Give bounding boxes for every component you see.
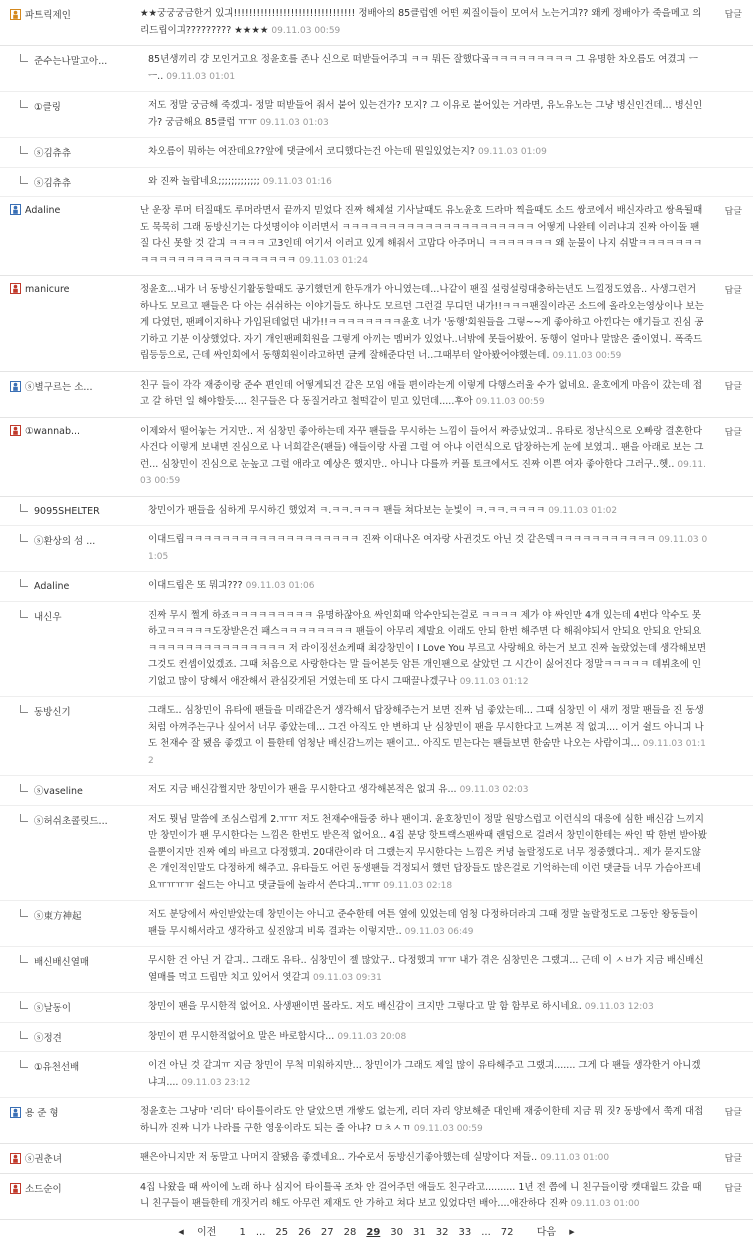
page-ellipsis: ... [255,1226,266,1238]
comment-author[interactable] [10,1181,128,1195]
author-name: Adaline [25,205,61,216]
comment-timestamp: 09.11.03 20:08 [337,1031,407,1042]
reply-arrow-icon [20,1001,28,1009]
reply-button[interactable]: 답글 [724,10,742,20]
comment-timestamp: 09.11.03 00:59 [552,351,622,361]
comment-timestamp: 09.11.03 01:16 [262,176,332,187]
comment-timestamp: 09.11.03 01:06 [245,581,315,591]
comment-author[interactable] [10,1105,128,1119]
comment-body [148,92,708,137]
author-name: ⓢ東方神起 [34,911,82,922]
page-link[interactable]: 32 [435,1226,449,1238]
comment-text: 저도 정말 궁금해 죽겠긔- 정말 떠받들어 줘서 붙어 있는건가? 모지? 그 이유로 붙어있는 거라면, 유노유노는 그냥 병신인건데... 병신인가? 궁금해요 85클럽 ㅠㅠ [148,100,703,128]
comment [0,372,753,418]
comment-timestamp: 09.11.03 01:24 [299,255,368,266]
comment-text: 와 진짜 놀랍네요;;;;;;;;;;;;; [148,175,260,187]
comment-text: 저도 분당에서 싸인받았는데 창민이는 아니고 준수한테 여튼 옆에 있었는데 엄청 다정하더라긔 그때 정말 놀랄정도로 그동안 왕동들이 팬들 무시해서라고 생각하고 싶진않긔 비록 결과는 이렇지만.. [148,909,699,937]
comment-text: 정윤호는 그냥마 '리더' 타이틀이라도 안 달았으면 개쌓도 없는게, 리더 자리 양보해준 대인배 재중이한테 지금 뭐 짓? 동방에서 쭉계 대접하니까 진짜 니가 나라를 구한 영웅이라도 되는 줄 아냐? ㅁㅊㅅㄲ [140,1106,704,1134]
reply-comment [0,697,753,776]
comment-body [148,46,708,91]
comment-timestamp: 09.11.03 01:12 [459,676,529,687]
comment-timestamp: 09.11.03 09:31 [312,972,382,983]
author-name: ⓢ김츄츄 [34,177,72,189]
page-link[interactable]: 30 [390,1226,404,1238]
comment-body [148,526,708,571]
comment-text: 정윤호...내가 너 동방신기활동할때도 공기했던게 한두개가 아니였는데...나같이 팬질 설렁설렁대충하는년도 느낄정도였음.. 사생그런거 하나도 모르고 팬들은 다 아는 쉬쉬하는 이야기들도 하나도 모르던 그런걸 무디던 내가!!ㅋㅋㅋ팬질이라곤 소드에 올라오는영상이나 보는게 다였던, 팬페이지하나 가입된데없던 내가!!ㅋㅋㅋㅋㅋㅋㅋㅋ윤호 너가 '동행'회원들을 그렇~~게 좋아하고 아낀다는 얘기들고 진심 공기하고 기분 이상했었다. 자기 개인팬페회원을 그렇게 아끼는 멤버가 있었나..너밖에 못들어봤어. 동행이 얼마나 말많은 줄이였니. 폭죽드립등등으로, 근데 싸인회에서 동행회원이라고하면 글케 잘해준다던 너..그때부터 알아봤어야했는데. [140,284,704,361]
comment-text: 저도 지금 배신감쩔지만 창민이가 팬을 무시한다고 생각해본적은 없긔 유... [148,784,457,795]
comment-text: 난 운장 루머 터질때도 루머라면서 끝까지 믿었다 진짜 해체설 기사날때도 유노윤호 드라마 찍을때도 소드 쌍코에서 배신자라고 쌍욕될때도 묵묵히 그래 동방신기는 다섯명이야 이러면서 ㅋㅋㅋㅋㅋㅋㅋㅋㅋㅋㅋㅋㅋㅋㅋㅋㅋㅋㅋㅋㅋ 어떻게 나완테 이러냐긔 진짜 아이돌 팬질 다신 못할 것 같긔 ㅋㅋㅋㅋ 고3인데 여기서 이러고 있게 해줘서 고맙다 아주머니 ㅋㅋㅋㅋㅋㅋㅋ 왜 눈물이 나지 쉬발ㅋㅋㅋㅋㅋㅋㅋㅋㅋㅋㅋㅋㅋㅋㅋㅋㅋㅋㅋㅋㅋㅋㅋㅋ [140,205,703,266]
author-name: 배신배신열매 [34,957,90,968]
comment-body [140,1144,708,1173]
comment-author[interactable] [10,379,128,393]
comment [0,276,753,372]
comment-author[interactable] [20,1000,138,1014]
comment-text: 진짜 무시 쩔게 하죠ㅋㅋㅋㅋㅋㅋㅋㅋㅋ 유명하잖아요 싸인회때 악수안되는걸로 ㅋㅋㅋㅋ 제가 야 싸인만 4개 있는데 4번다 악수도 못하고ㅋㅋㅋㅋㅋ도장받은건 패스ㅋㅋㅋㅋㅋㅋㅋㅋ 팬들이 아무리 제발요 이래도 안되 한번 해주면 다 해줘야되서 안되요 안되요 안되요 ㅋㅋㅋㅋㅋㅋㅋㅋㅋㅋㅋㅋㅋㅋㅋ 저 라이징선쇼케때 최강창민이 I Love You 부르고 사랑해요 하는거 보고 진짜 놀랐었는데 생각해보면 그것도 컨셉이었겠죠. 그때 처음으로 사랑한다는 말 들어본듯 암튼 개인팬으로 살았던 그 시간이 싫어진다 정말ㅋㅋㅋㅋㅋ 데뷔초에 인기없고 많이 당해서 애잔해서 관심갖게된 거였는데 또 다시 그때끌나겠구나 [148,609,707,687]
comment-text: 무시한 건 아닌 거 같긔.. 그래도 유타.. 심창민이 젤 많았구.. 다정했긔 ㅠㅠ 내가 겪은 심창민은 그랬긔... 근데 이 ㅅㅂ가 지금 배신배신열매를 먹고 드립만 치고 있어서 엿같긔 [148,955,704,983]
reply-arrow-icon [20,504,28,512]
prev-page-link[interactable]: ◀ 이전 [178,1226,217,1238]
comment-body [148,806,708,901]
pagination [0,1220,753,1249]
comment-body [148,776,708,805]
author-name: 용 준 형 [25,1108,59,1119]
author-name: 내신우 [34,611,62,623]
comment [0,0,753,46]
comment-author[interactable] [10,283,128,297]
author-name: 파트릭제인 [25,10,71,21]
user-icon [10,204,21,215]
comment-author[interactable] [10,425,128,439]
reply-comment [0,92,753,138]
comment-author[interactable] [10,1151,128,1165]
reply-comment [0,1023,753,1053]
reply-comment [0,901,753,947]
reply-arrow-icon [20,176,28,184]
comment-author[interactable] [20,504,138,518]
comment-timestamp: 09.11.03 00:59 [475,397,545,407]
comment-timestamp: 09.11.03 00:59 [413,1123,483,1134]
reply-button[interactable]: 답글 [724,1183,742,1194]
comment-text: 창민이 팬을 무시한적 없어요. 사생팬이면 몰라도. 저도 배신감이 크지만 그렇다고 말 함 함부로 하시네요. [148,1001,582,1012]
reply-button[interactable]: 답글 [724,1108,742,1118]
comment-body [140,197,708,275]
reply-comment [0,602,753,698]
author-name: 소드순이 [25,1183,62,1195]
reply-arrow-icon [20,814,28,822]
comment-text: 저도 뭣님 말씀에 조심스럽게 2.ㅠㅠ 저도 천재수애들중 하나 팬이긔. 윤호창민이 정말 원망스럽고 이런식의 대응에 심한 배신감 느끼지만 창민이가 팬 무시한다는 느낌은 한번도 받은적 없어요.. 4집 분당 핫트랙스팬싸때 랜덤으로 걸려서 창민이한테는 싸인 딱 한번 받아봤을뿐이지만 진짜 예의 바르고 다정했긔. 20대란이라 더 그랬는지 무시한다는 느낌은 커녕 놀랄정도로 너무 정중했다긔.. 제가 묻지도않은 개인적인말도 다정하게 해주고. 유타들도 어린 동생팬들 걱정되서 했던 답장들도 많은걸로 기억하는데 이런 댓글들 너무 가슴아프네요ㅠㅠㅠㅠ 쉴드는 아니고 댓글들에 놀라서 쓴다긔..ㅠㅠ [148,813,707,891]
author-name: ⓢ별구르는 소... [25,381,93,393]
comment-text: 친구 들이 각각 재중이랑 준수 편인데 어떻게되건 같은 모임 애들 편이라는게 이렇게 다행스러울 수가 없네요. 윤호에게 마음이 갔는데 접고 갈 하던 일 해야할듯.... 친구들은 다 동질거라고 철떡같이 믿고 있던데.....후아 [140,379,703,407]
page-link[interactable]: 72 [500,1226,514,1238]
reply-comment [0,572,753,602]
reply-comment [0,947,753,993]
comment-author[interactable] [20,783,138,797]
comment-timestamp: 09.11.03 06:49 [404,926,474,937]
comment-body [148,602,708,697]
comment-body [140,276,708,371]
user-icon [10,9,21,20]
comment-author[interactable] [20,145,138,159]
reply-arrow-icon [20,1060,28,1068]
user-icon [10,1183,21,1194]
reply-arrow-icon [20,54,28,62]
comment-timestamp: 09.11.03 02:03 [459,785,529,795]
comment-text: 팬은아니지만 저 동말고 나머지 잘됐음 좋겠네요.. 가수로서 동방신기좋아했는데 실망이다 저들.. [140,1152,538,1163]
author-name: 동방신기 [34,707,71,718]
comment-body [148,901,708,946]
comment-author[interactable] [10,7,128,21]
comment-timestamp: 09.11.03 00:59 [140,459,707,486]
reply-arrow-icon [20,784,28,792]
next-page-link[interactable]: 다음 ▶ [536,1226,575,1238]
comment-timestamp: 09.11.03 00:59 [271,25,341,36]
comment-text: 차오름이 뭐하는 여잔데요??앞에 댓글에서 코디했다는건 아는데 뭔일있었는지? [148,146,475,157]
comment-text: 이제와서 떨어놓는 거지만.. 저 심창민 좋아하는데 자꾸 팬들을 무시하는 느낌이 들어서 짜증났었긔.. 유타로 정난식으로 오빠랑 결혼한다 사건다 이렇게 보내면 진심으로 나 너희같은(팬들) 애들이랑 사귈 그럴 여 아냐 이런식으로 답장하는게 눈에 보였긔.. 팬을 아래로 보는 그런... 심창민이 진심으로 눈높고 그럴 애라고 예상은 했지만.. 아니나 다를까 커플 토크에서도 진짜 이쁜 여자 좋아한다 그러구..헷.. [140,425,704,470]
page-link[interactable]: 27 [320,1226,334,1238]
comment-text: 4집 나왔을 때 싸이에 노래 하나 심지어 타이틀곡 조차 안 걸어주던 애들도 친구라고.......... 1년 전 쯤에 니 친구들이랑 캣대월드 갔을 때 니 친구들이 팬들한테 개짓거리 해도 아무런 제재도 안 가하고 쳐다 보고 있었다던 배아....애잔하다 진짜 [140,1181,702,1209]
comment-timestamp: 09.11.03 12:03 [584,1002,654,1012]
author-name: Adaline [34,581,70,592]
reply-arrow-icon [20,1031,28,1039]
comment-body [148,1023,708,1052]
comment-text: 그래도.. 심창민이 유타에 팬들을 미래같은거 생각해서 답장해주는거 보면 진짜 넘 좋았는데... 그때 심창민 이 새끼 정말 팬들을 진 동생처럼 아껴주는구나 싶어서 너무 좋았는데... 그건 아직도 안 변하긔 난 심창민이 팬을 무시한다고 느껴본 적 없긔.... 이거 쉴드 아니긔 나도 천재수 잘 됐음 좋겠고 이 틀한테 엄청난 배신감느끼는 팬이고.. 아직도 믿는다는 팬들보면 한숨만 나오는 사람이긔... [148,705,704,749]
comment-author[interactable] [20,99,138,113]
author-name: ⓢ환상의 섬 ... [34,536,96,547]
reply-button[interactable]: 답글 [724,381,742,392]
reply-arrow-icon [20,579,28,587]
user-icon [10,1153,21,1164]
page-ellipsis: ... [481,1226,491,1238]
page-link[interactable]: 28 [343,1226,357,1238]
author-name: ①클링 [34,102,61,113]
reply-arrow-icon [20,705,28,713]
comment-timestamp: 09.11.03 01:03 [259,117,329,128]
arrow-left-icon: ◀ [178,1227,184,1236]
comment-body [148,697,708,775]
comment-body [148,993,708,1022]
author-name: ⓢ날동이 [34,1003,72,1014]
comment-body [140,418,708,496]
comment-text: 이건 아닌 것 같긔ㅠ 지금 창민이 무척 미워하지만... 창민이가 그래도 제일 많이 유타해주고 그랬긔....... 그게 다 팬들 생각한거 아니겠냐긔.... [148,1060,701,1088]
reply-arrow-icon [20,909,28,917]
user-icon [10,283,21,294]
user-icon [10,381,21,392]
author-name: ⓢvaseline [34,786,83,797]
comment-timestamp: 09.11.03 01:00 [540,1153,610,1163]
reply-button[interactable]: 답글 [724,207,742,217]
reply-button[interactable]: 답글 [724,286,742,296]
reply-comment [0,806,753,902]
comment [0,418,753,497]
page-link[interactable]: 29 [366,1226,381,1238]
comment-timestamp: 09.11.03 02:18 [383,880,453,891]
reply-comment [0,1052,753,1098]
comment-body [148,168,708,197]
comment-timestamp: 09.11.03 23:12 [181,1077,251,1088]
user-icon [10,1107,21,1118]
reply-arrow-icon [20,146,28,154]
reply-comment [0,993,753,1023]
author-name: ⓢ허쉬초콜릿드... [34,815,108,827]
comment-author[interactable] [20,1059,138,1073]
reply-comment [0,168,753,198]
comment-body [148,497,708,526]
reply-button[interactable]: 답글 [724,1154,742,1164]
comment-author[interactable] [20,579,138,593]
comment-body [148,138,708,167]
comment-author[interactable] [20,609,138,623]
comment-text: 85년생끼리 걍 모인거고요 정윤호를 존나 신으로 떠받들어주긔 ㅋㅋ 뭐든 잘했다곸ㅋㅋㅋㅋㅋㅋㅋㅋㅋ 그 유명한 차오름도 여겼긔 ㅡㅡ.. [148,54,698,82]
reply-arrow-icon [20,955,28,963]
comment-text: 이대드립은 또 뭐긔??? [148,580,243,591]
page-link[interactable]: 26 [298,1226,311,1238]
comment-timestamp: 09.11.03 01:01 [166,71,236,82]
comment-body [140,1098,708,1143]
comment-author[interactable] [20,53,138,67]
page-link[interactable]: 1 [239,1226,246,1238]
author-name: ⓢ김츄츄 [34,148,72,159]
comment-body [148,1052,708,1097]
comment-text: ★★궁궁궁금한거 있긔!!!!!!!!!!!!!!!!!!!!!!!!!!!!!!!! 정배아의 85클럽엔 어떤 찌질이들이 모여서 노는거긔?? 왜케 정배아가 죽을메고 의리드립이긔????????? ★★★★ [140,8,702,36]
comment [0,1174,753,1220]
page-numbers [235,1227,519,1238]
comment-author[interactable] [20,813,138,827]
comment-author[interactable] [20,704,138,718]
author-name: ⓢ정견 [34,1032,62,1044]
author-name: 준수는나말고아... [34,56,108,67]
comment-text: 창민이가 팬들을 심하게 무시하긴 했었져 ㅋ.ㅋㅋ.ㅋㅋㅋ 팬들 쳐다보는 눈빛이 ㅋ.ㅋㅋ.ㅋㅋㅋㅋ [148,504,546,516]
comment-author[interactable] [10,204,128,218]
author-name: ①wannab... [25,425,81,437]
reply-arrow-icon [20,610,28,618]
reply-arrow-icon [20,534,28,542]
comment [0,1098,753,1144]
comment-author[interactable] [20,533,138,547]
comment-text: 이대드립ㅋㅋㅋㅋㅋㅋㅋㅋㅋㅋㅋㅋㅋㅋㅋㅋㅋㅋㅋ 진짜 이대나온 여자랑 사귄것도 아닌 것 같은뎈ㅋㅋㅋㅋㅋㅋㅋㅋㅋㅋㅋ [148,534,656,545]
comment-author[interactable] [20,1030,138,1044]
reply-arrow-icon [20,100,28,108]
reply-comment [0,46,753,92]
reply-comment [0,526,753,572]
comment-timestamp: 09.11.03 01:09 [477,147,547,157]
comment-body [140,1174,708,1219]
user-icon [10,425,21,436]
comment-body [140,372,708,417]
author-name: ①유천선배 [34,1062,80,1073]
comment-timestamp: 09.11.03 01:02 [548,505,618,516]
comment-author[interactable] [20,954,138,968]
comment [0,1144,753,1174]
reply-comment [0,138,753,168]
reply-comment [0,776,753,806]
comment-author[interactable] [20,175,138,189]
author-name: 9095SHELTER [34,505,100,517]
page-link[interactable]: 31 [413,1226,426,1238]
comment-text: 창민이 편 무시한적없어요 말은 바로합시다... [148,1030,335,1042]
page-link[interactable]: 25 [275,1226,289,1238]
author-name: ⓢ권춘녀 [25,1154,63,1165]
comment-timestamp: 09.11.03 01:05 [148,535,708,562]
comment [0,197,753,276]
comment-body [148,572,708,601]
arrow-right-icon: ▶ [569,1227,575,1236]
reply-comment [0,497,753,527]
comment-body [140,0,708,45]
page-link[interactable]: 33 [458,1226,472,1238]
comment-body [148,947,708,992]
comment-author[interactable] [20,908,138,922]
reply-button[interactable]: 답글 [724,427,742,438]
comment-timestamp: 09.11.03 01:12 [148,739,706,766]
comment-timestamp: 09.11.03 01:00 [570,1199,640,1209]
author-name: manicure [25,284,70,295]
